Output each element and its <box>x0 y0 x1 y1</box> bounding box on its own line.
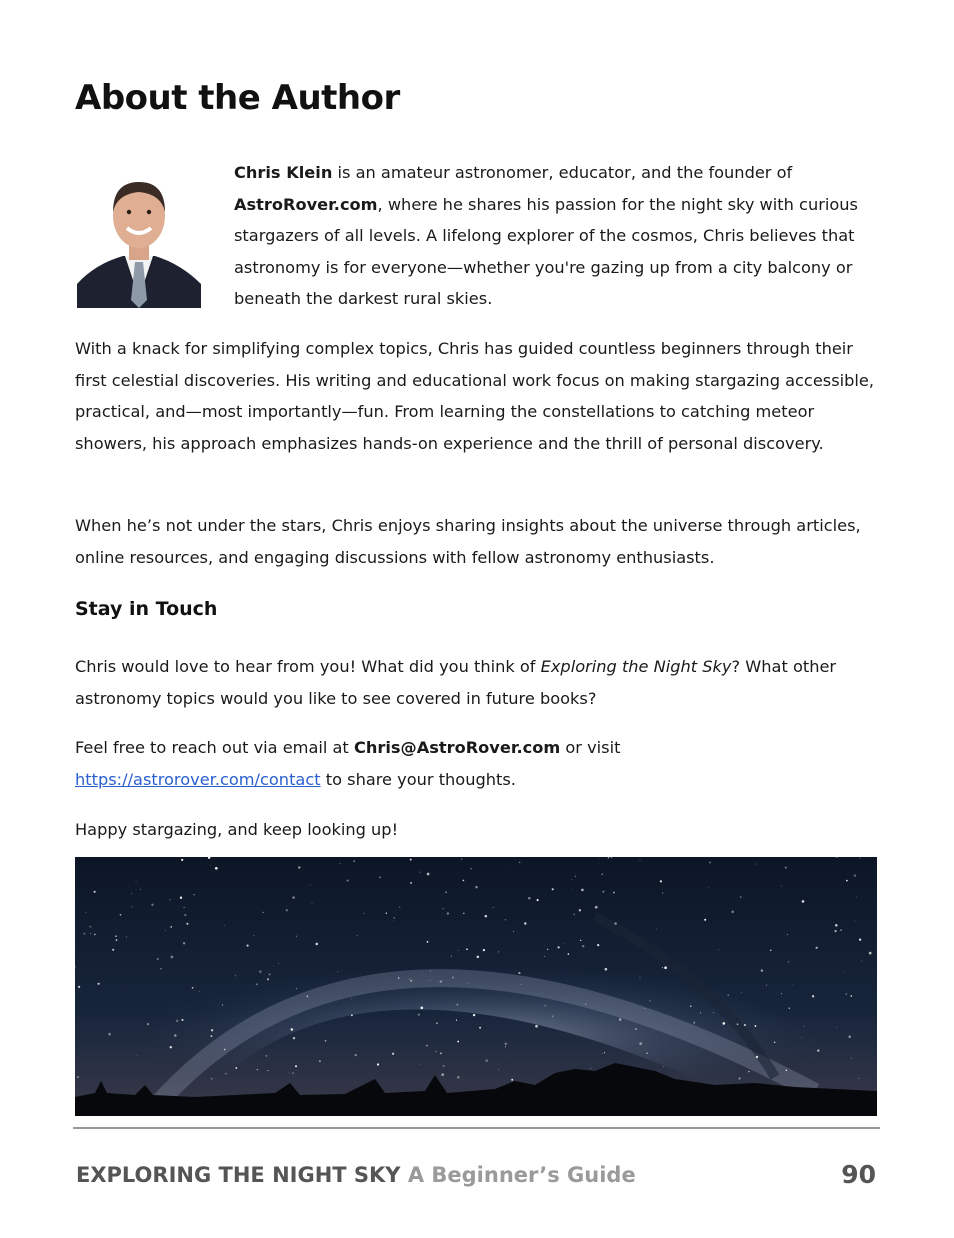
bio-intro-text-2: , where he shares his passion for the night sky with curious stargazers of all levels. A lifelong explorer of the cosmos, Chris believes that astronomy is for everyone—whether you're gazing up from a city balcony or beneath the darkest rural skies. <box>234 194 858 308</box>
milky-way-photo <box>75 857 877 1116</box>
author-photo <box>77 172 201 308</box>
bio-intro-text-1: is an amateur astronomer, educator, and the founder of <box>332 163 793 182</box>
page-title: About the Author <box>75 78 400 118</box>
contact-email: Chris@AstroRover.com <box>353 738 561 757</box>
bio-paragraph-2: With a knack for simplifying complex topics, Chris has guided countless beginners through their first celestial discoveries. His writing and educational work focus on making stargazing accessible, practical, and—most importantly—fun. From learning the constellations to catching meteor showers, his approach emphasizes hands-on experience and the thrill of personal discovery. <box>75 339 875 453</box>
stay-in-touch-heading: Stay in Touch <box>75 598 218 620</box>
bio-paragraph-3: When he’s not under the stars, Chris enjoys sharing insights about the universe through articles, online resources, and engaging discussions with fellow astronomy enthusiasts. <box>75 516 861 567</box>
book-title-italic: Exploring the Night Sky <box>540 657 732 676</box>
footer-subtitle: A Beginner’s Guide <box>407 1163 636 1187</box>
author-site: AstroRover.com <box>234 194 378 214</box>
contact-p2-text-1: Feel free to reach out via email at <box>75 738 354 757</box>
footer-title-main: EXPLORING THE NIGHT SKY <box>76 1163 401 1187</box>
contact-p1-text-1: Chris would love to hear from you! What did you think of <box>75 657 541 676</box>
page-number: 90 <box>841 1160 876 1189</box>
contact-p2-text-2: or visit <box>560 738 621 757</box>
bio-intro <box>234 157 884 315</box>
contact-paragraph-2 <box>75 732 885 795</box>
closing-line: Happy stargazing, and keep looking up! <box>75 820 399 839</box>
footer-book-title <box>76 1163 636 1187</box>
contact-p1-text-2: ? What other astronomy topics would you like to see covered in future books? <box>75 657 837 708</box>
footer-divider <box>73 1127 880 1129</box>
contact-link[interactable]: https://astrorover.com/contact <box>75 769 321 789</box>
contact-paragraph-1 <box>75 651 885 714</box>
contact-p2-text-3: to share your thoughts. <box>320 769 516 789</box>
author-name: Chris Klein <box>234 163 333 182</box>
